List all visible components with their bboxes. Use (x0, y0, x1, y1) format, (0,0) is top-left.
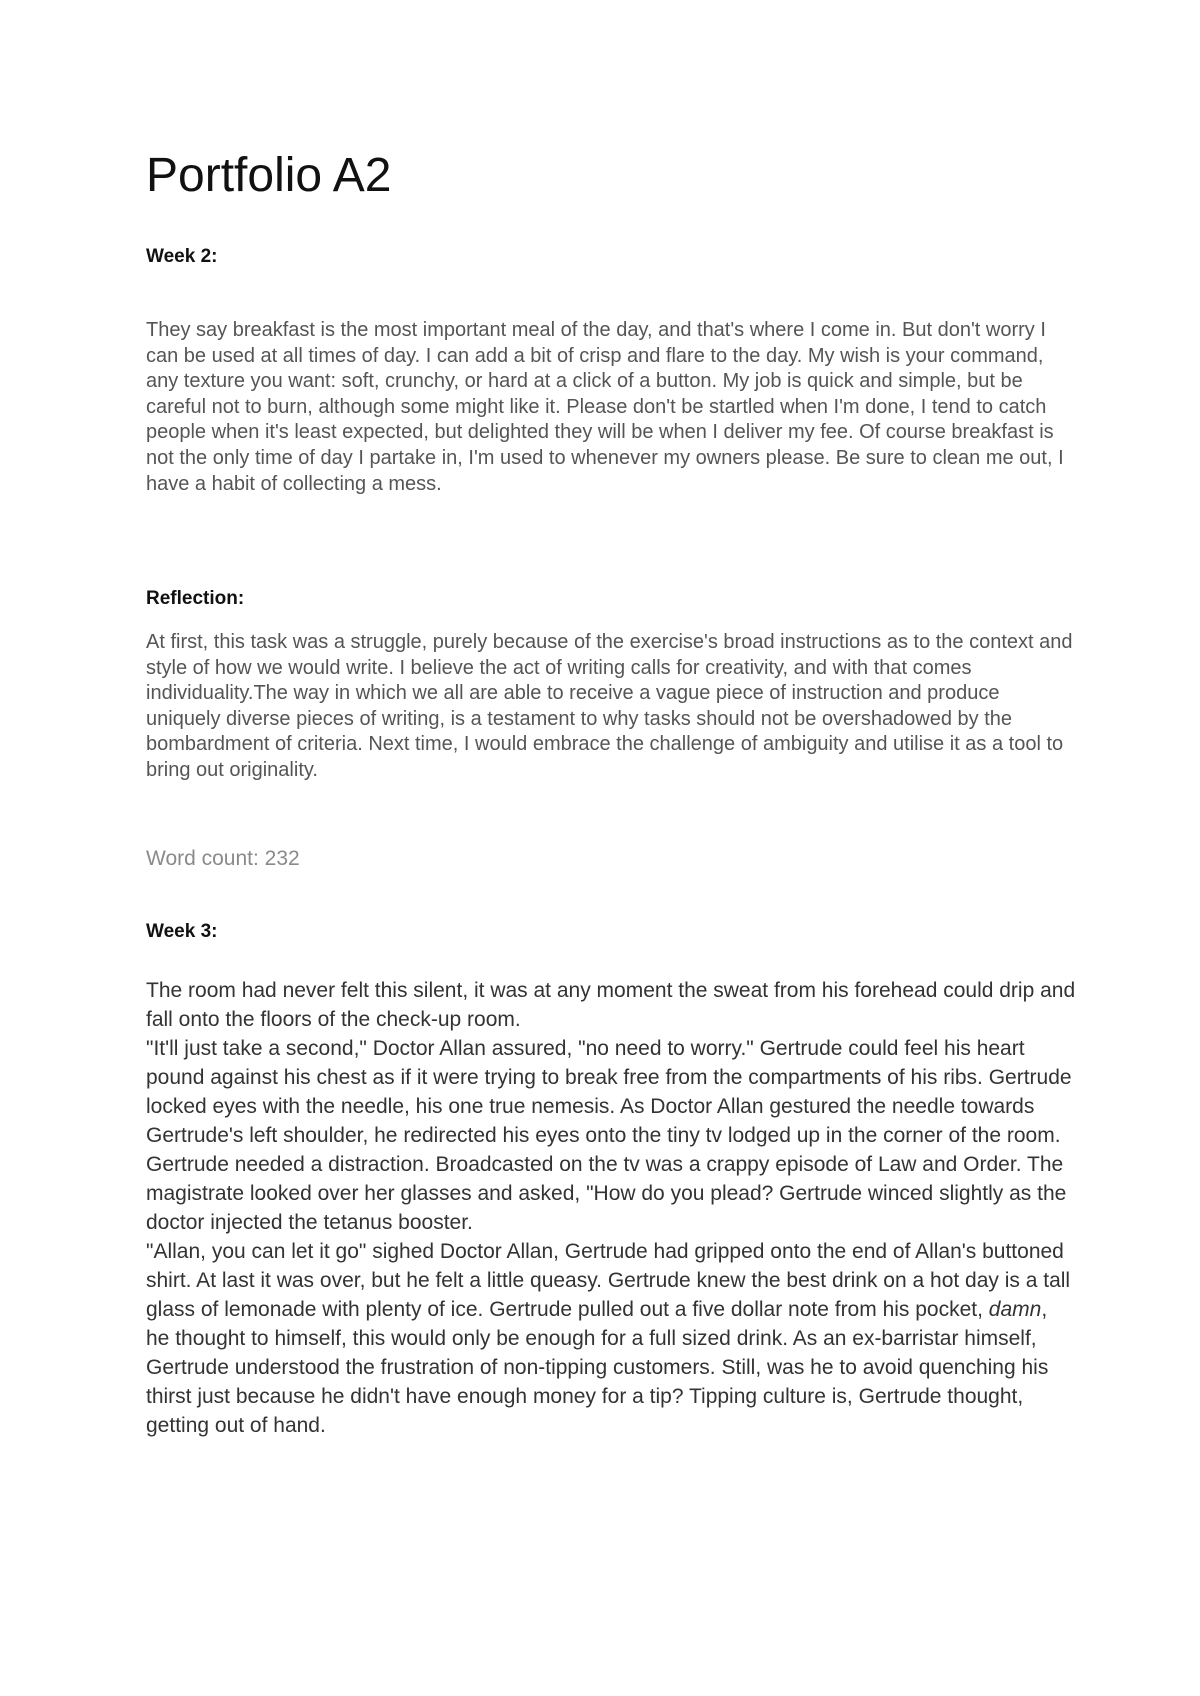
week3-story (146, 976, 1076, 1440)
week3-paragraph-3-end: , he thought to himself, this would only be enough for a full sized drink. As an ex-barristar himself, Gertrude understood the frustration of non-tipping customers. Still, was he to avoid quenching his thirst just because he didn't have enough money for a tip? Tipping culture is, Gertrude thought, getting out of hand. (146, 1298, 1049, 1437)
week3-paragraph-1: The room had never felt this silent, it was at any moment the sweat from his forehead could drip and fall onto the floors of the check-up room. (146, 979, 1076, 1031)
week2-text: They say breakfast is the most important meal of the day, and that's where I come in. But don't worry I can be used at all times of day. I can add a bit of crisp and flare to the day. My wish is your command, any texture you want: soft, crunchy, or hard at a click of a button. My job is quick and simple, but be careful not to burn, although some might like it. Please don't be startled when I'm done, I tend to catch people when it's least expected, but delighted they will be when I deliver my fee. Of course breakfast is not the only time of day I partake in, I'm used to whenever my owners please. Be sure to clean me out, I have a habit of collecting a mess. (146, 319, 1064, 495)
week2-heading: Week 2: (146, 246, 218, 267)
reflection-text: At first, this task was a struggle, purely because of the exercise's broad instructions as to the context and style of how we would write. I believe the act of writing calls for creativity, and with that comes individuality.The way in which we all are able to receive a vague piece of instruction and produce uniquely diverse pieces of writing, is a testament to why tasks should not be overshadowed by the bombardment of criteria. Next time, I would embrace the challenge of ambiguity and utilise it as a tool to bring out originality. (146, 631, 1073, 781)
week3-paragraph-3-start: "Allan, you can let it go" sighed Doctor Allan, Gertrude had gripped onto the end of Allan's buttoned shirt. At last it was over, but he felt a little queasy. Gertrude knew the best drink on a hot day is a tall glass of lemonade with plenty of ice. Gertrude pulled out a five dollar note from his pocket, (146, 1240, 1071, 1321)
week3-paragraph-2: "It'll just take a second," Doctor Allan assured, "no need to worry." Gertrude could feel his heart pound against his chest as if it were trying to break free from the compartments of his ribs. Gertrude locked eyes with the needle, his one true nemesis. As Doctor Allan gestured the needle towards Gertrude's left shoulder, he redirected his eyes onto the tiny tv lodged up in the corner of the room. Gertrude needed a distraction. Broadcasted on the tv was a crappy episode of Law and Order. The magistrate looked over her glasses and asked, "How do you plead? Gertrude winced slightly as the doctor injected the tetanus booster. (146, 1037, 1072, 1234)
week3-emphasis: damn (988, 1298, 1042, 1321)
document-title: Portfolio A2 (146, 149, 392, 202)
week3-paragraph-3 (146, 1237, 1076, 1440)
week3-heading: Week 3: (146, 921, 218, 942)
word-count: Word count: 232 (146, 847, 300, 870)
reflection-heading: Reflection: (146, 588, 245, 609)
